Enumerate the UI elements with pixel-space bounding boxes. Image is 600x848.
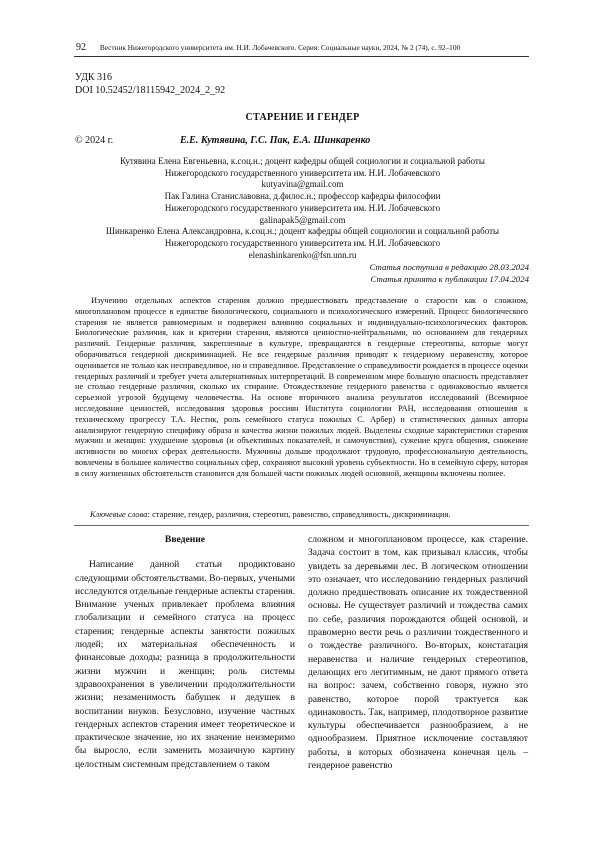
- article-title: СТАРЕНИЕ И ГЕНДЕР: [245, 112, 360, 123]
- affiliation-line: Нижегородского государственного университета им. Н.И. Лобачевского: [164, 167, 441, 178]
- page-number: 92: [76, 42, 86, 53]
- affiliation-line: Нижегородского государственного университета им. Н.И. Лобачевского: [164, 202, 441, 213]
- doi: DOI 10.52452/18115942_2024_2_92: [75, 84, 226, 96]
- affiliations: [75, 156, 530, 261]
- author-email[interactable]: galinapak5@gmail.com: [259, 214, 346, 225]
- author-list: Е.Е. Кутявина, Г.С. Пак, Е.А. Шинкаренко: [180, 135, 371, 146]
- keywords-label: Ключевые слова:: [90, 510, 151, 519]
- affiliation-line: Нижегородского государственного университета им. Н.И. Лобачевского: [164, 237, 441, 248]
- body-column-right: [308, 533, 528, 772]
- keywords-text: старение, гендер, различия, стереотип, равенство, справедливость, дискриминация.: [152, 510, 451, 519]
- journal-citation: Вестник Нижегородского университета им. Н.И. Лобачевского. Серия: Социальные науки, 2024, № 2 (74), с. 92–100: [99, 43, 461, 52]
- affiliation-line: Кутявина Елена Евгеньевна, к.соц.н.; доцент кафедры общей социологии и социальной работы: [120, 156, 485, 166]
- header-divider: [74, 56, 529, 57]
- udk-code: УДК 316: [75, 72, 113, 83]
- section-heading: Введение: [164, 534, 206, 545]
- running-header: [76, 42, 528, 53]
- affiliation-line: Пак Галина Станиславовна, д.филос.н.; профессор кафедры философии: [164, 191, 441, 202]
- keywords-divider: [74, 525, 529, 526]
- author-email[interactable]: elenashinkarenko@fsn.unn.ru: [248, 249, 357, 260]
- article-meta: [75, 72, 225, 97]
- received-date: Статья поступила в редакцию 28.03.2024: [369, 262, 529, 272]
- body-paragraph: Написание данной статьи продиктовано следующими обстоятельствами. Во-первых, учеными исследуются отдельные гендерные аспекты старения. Внимание ученых привлекает проблема влияния глобализации и семейного статуса на процесс старения; гендерные аспекты занятости пожилых людей; их материальная обеспеченность и финансовые доходы; разница в продолжительности жизни мужчин и женщин; роль системы здравоохранения в увеличении продолжительности жизни; незаменимость бабушек и дедушек в воспитании внуков. Безусловно, изучение частных гендерных аспектов старения имеет теоретическое и практическое значение, но их значение неизмеримо бы выросло, если заменить мозаичную картину целостным системным представлением о таком: [75, 559, 295, 770]
- abstract: Изучению отдельных аспектов старения должно предшествовать представление о старости как о сложном, многоплановом процессе в единстве биологического, социального и психологического измерений. Процесс биологического старения не является равномерным и подвержен влиянию социальных и индивидуально-психологических факторов. Биологические различия, как и критерии старения, являются ценностно-нейтральными, но основанием для гендерных различий. Гендерные различия, закрепленные в культуре, превращаются в гендерные стереотипы, которые могут оборачиваться гендерной дискриминацией. Не все гендерные различия приводят к гендерному неравенству, которое оценивается не только как несправедливое, но и справедливое. Представление о справедливости рождается в процессе оценки гендерных различий и требует учета альтернативных интерпретаций. В современном мире большую опасность представляет не столько гендерные различия, сколько их стирание. Отождествление гендерного равенства с одинаковостью является серьезной угрозой будущему человечества. На основе вторичного анализа результатов исследований (Всемирное исследование ценностей, исследования здоровья россиян Института социологии РАН, исследования отношения к техническому прогрессу Т.А. Нестик, роль семейного статуса пожилых С. Арбер) и статистических данных авторы анализируют гендерную специфику образа и качества жизни пожилых людей. Выделены сходные характеристики старения мужчин и женщин: ухудшение здоровья (и объективных показателей, и самочувствия), сужение круга общения, снижение активности во многих сферах деятельности. Мужчины дольше продолжают трудовую, профессиональную деятельность, вовлечены в большее количество социальных сфер, сохраняют высокий уровень субъектности. Но в семейную сферу, которая в силу жизненных обстоятельств становится для большей части пожилых людей основной, женщины включены полнее.: [75, 296, 528, 478]
- author-email[interactable]: kutyavina@gmail.com: [261, 179, 344, 190]
- copyright: © 2024 г.: [75, 135, 114, 146]
- affiliation-line: Шинкаренко Елена Александровна, к.соц.н.; доцент кафедры общей социологии и социальной работы: [105, 226, 500, 237]
- body-column-left: [75, 533, 295, 771]
- submission-dates: [370, 262, 529, 285]
- accepted-date: Статья принята к публикации 17.04.2024: [370, 273, 529, 284]
- body-paragraph: сложном и многоплановом процессе, как старение. Задача состоит в том, как призывал классик, чтобы увидеть за деревьями лес. В логическом отношении это означает, что исследованию гендерных различий должно предшествовать описание их тождественной основы. Не существует различий и тождества самих по себе, различия порождаются общей основой, и правомерно вести речь о различии тождественного и о тождестве различного. Во-вторых, констатация неравенства и наличие гендерных стереотипов, делающих его легитимным, не дают прямого ответа на вопрос: зачем, собственно говоря, нужно это равенство, которое порой трактуется как одинаковость. Так, например, плодотворное развитие культуры обеспечивается разнообразием, а не однообразием. Приятное исключение составляют работы, в которых обозначена конечная цель – гендерное равенство: [308, 534, 528, 772]
- keywords: [90, 510, 528, 521]
